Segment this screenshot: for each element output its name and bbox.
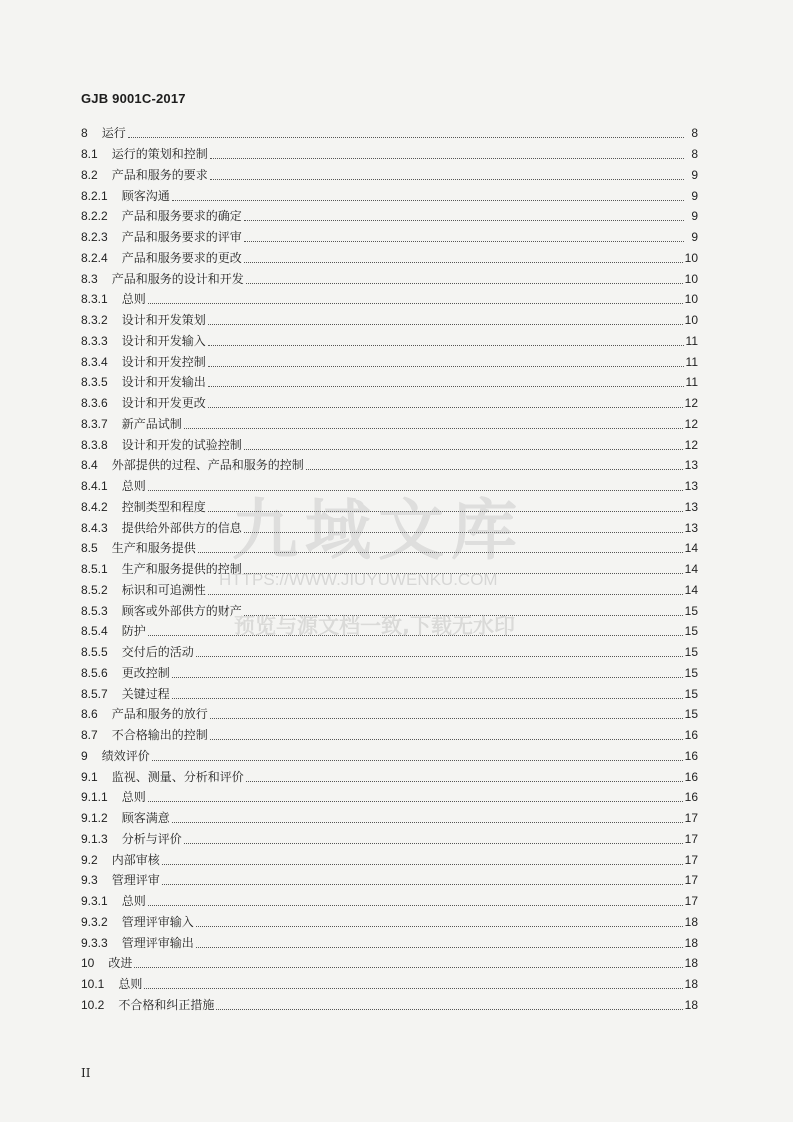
section-title: 管理评审 bbox=[111, 873, 160, 888]
dot-leader bbox=[196, 925, 683, 927]
section-title: 外部提供的过程、产品和服务的控制 bbox=[111, 458, 304, 473]
page-number: 11 bbox=[685, 354, 698, 369]
section-title: 产品和服务要求的评审 bbox=[121, 230, 242, 245]
dot-leader bbox=[162, 863, 683, 865]
dot-leader bbox=[134, 966, 682, 968]
section-number: 8.1 bbox=[81, 147, 98, 162]
page-number: 17 bbox=[684, 831, 698, 846]
toc-row bbox=[81, 289, 698, 310]
section-number: 10.2 bbox=[81, 997, 105, 1012]
section-title: 总则 bbox=[118, 977, 143, 992]
section-number: 8.6 bbox=[81, 707, 98, 722]
section-number: 8.3 bbox=[81, 271, 98, 286]
page-number: 12 bbox=[684, 416, 698, 431]
page-number: 8 bbox=[691, 147, 698, 162]
watermark-note: 预览与源文档一致,下载无水印 bbox=[234, 614, 515, 638]
dot-leader bbox=[208, 406, 683, 408]
dot-leader bbox=[128, 136, 684, 138]
dot-leader bbox=[208, 323, 683, 325]
page-number: 13 bbox=[684, 499, 698, 514]
section-number: 8.2.2 bbox=[81, 209, 108, 224]
section-number: 9.3.2 bbox=[81, 914, 108, 929]
dot-leader bbox=[208, 510, 683, 512]
page-number: 9 bbox=[691, 167, 698, 182]
dot-leader bbox=[198, 551, 683, 553]
section-number: 8.5.3 bbox=[81, 603, 108, 618]
toc-row bbox=[81, 642, 698, 663]
section-number: 8.4.1 bbox=[81, 479, 108, 494]
dot-leader bbox=[148, 634, 683, 636]
dot-leader bbox=[184, 842, 683, 844]
section-title: 设计和开发控制 bbox=[121, 354, 206, 369]
dot-leader bbox=[246, 282, 683, 284]
section-title: 总则 bbox=[121, 479, 146, 494]
toc-row bbox=[81, 414, 698, 435]
toc-row bbox=[81, 331, 698, 352]
section-number: 8 bbox=[81, 126, 88, 141]
section-number: 9.2 bbox=[81, 852, 98, 867]
toc-row bbox=[81, 891, 698, 912]
section-title: 产品和服务的要求 bbox=[111, 167, 208, 182]
page-number: 17 bbox=[684, 811, 698, 826]
toc-row bbox=[81, 206, 698, 227]
toc-row bbox=[81, 953, 698, 974]
dot-leader bbox=[148, 800, 683, 802]
section-title: 控制类型和程度 bbox=[121, 499, 206, 514]
page-number: 18 bbox=[684, 914, 698, 929]
dot-leader bbox=[216, 1008, 682, 1010]
section-title: 设计和开发策划 bbox=[121, 313, 206, 328]
section-title: 管理评审输入 bbox=[121, 914, 194, 929]
toc-row bbox=[81, 185, 698, 206]
page-number: 17 bbox=[684, 894, 698, 909]
section-title: 提供给外部供方的信息 bbox=[121, 520, 242, 535]
dot-leader bbox=[172, 697, 683, 699]
toc-row bbox=[81, 165, 698, 186]
section-title: 内部审核 bbox=[111, 852, 160, 867]
page-number: 11 bbox=[685, 375, 698, 390]
section-title: 产品和服务的设计和开发 bbox=[111, 271, 244, 286]
section-number: 8.2.1 bbox=[81, 188, 108, 203]
page-number: 11 bbox=[685, 333, 698, 348]
section-title: 产品和服务要求的更改 bbox=[121, 250, 242, 265]
toc-row bbox=[81, 600, 698, 621]
toc-row bbox=[81, 538, 698, 559]
section-title: 不合格输出的控制 bbox=[111, 728, 208, 743]
page-number: 10 bbox=[684, 271, 698, 286]
dot-leader bbox=[196, 946, 683, 948]
toc-row bbox=[81, 455, 698, 476]
section-number: 8.3.7 bbox=[81, 416, 108, 431]
page-number: 13 bbox=[684, 520, 698, 535]
table-of-contents bbox=[81, 123, 698, 1015]
section-number: 9.3 bbox=[81, 873, 98, 888]
dot-leader bbox=[196, 655, 683, 657]
page-number: 14 bbox=[684, 582, 698, 597]
section-title: 不合格和纠正措施 bbox=[118, 997, 215, 1012]
toc-row bbox=[81, 227, 698, 248]
section-title: 绩效评价 bbox=[101, 748, 150, 763]
toc-row bbox=[81, 144, 698, 165]
toc-row bbox=[81, 912, 698, 933]
dot-leader bbox=[208, 344, 684, 346]
page-number: 17 bbox=[684, 852, 698, 867]
toc-row bbox=[81, 476, 698, 497]
section-number: 8.4.2 bbox=[81, 499, 108, 514]
dot-leader bbox=[148, 302, 683, 304]
dot-leader bbox=[246, 780, 683, 782]
section-number: 8.2.4 bbox=[81, 250, 108, 265]
section-title: 设计和开发更改 bbox=[121, 396, 206, 411]
section-number: 9.1 bbox=[81, 769, 98, 784]
page-number: 14 bbox=[684, 562, 698, 577]
dot-leader bbox=[148, 904, 683, 906]
section-title: 顾客沟通 bbox=[121, 188, 170, 203]
page-number: 15 bbox=[684, 707, 698, 722]
toc-row bbox=[81, 808, 698, 829]
section-number: 9.1.3 bbox=[81, 831, 108, 846]
section-number: 8.5.4 bbox=[81, 624, 108, 639]
toc-row bbox=[81, 746, 698, 767]
section-title: 管理评审输出 bbox=[121, 935, 194, 950]
section-title: 分析与评价 bbox=[121, 831, 182, 846]
dot-leader bbox=[210, 178, 684, 180]
dot-leader bbox=[244, 614, 683, 616]
section-title: 产品和服务要求的确定 bbox=[121, 209, 242, 224]
section-number: 9.1.2 bbox=[81, 811, 108, 826]
section-number: 10.1 bbox=[81, 977, 105, 992]
dot-leader bbox=[306, 468, 683, 470]
toc-row bbox=[81, 663, 698, 684]
document-header: GJB 9001C-2017 bbox=[81, 91, 186, 106]
toc-row bbox=[81, 123, 698, 144]
dot-leader bbox=[210, 157, 684, 159]
section-number: 8.3.3 bbox=[81, 333, 108, 348]
section-title: 改进 bbox=[108, 956, 133, 971]
section-number: 8.3.1 bbox=[81, 292, 108, 307]
page-number: 15 bbox=[684, 624, 698, 639]
toc-row bbox=[81, 932, 698, 953]
page-number: 9 bbox=[691, 230, 698, 245]
section-title: 总则 bbox=[121, 292, 146, 307]
page-number: 16 bbox=[684, 748, 698, 763]
section-number: 8.3.4 bbox=[81, 354, 108, 369]
toc-row bbox=[81, 268, 698, 289]
toc-row bbox=[81, 621, 698, 642]
dot-leader bbox=[244, 572, 683, 574]
toc-row bbox=[81, 517, 698, 538]
watermark-url: HTTPS://WWW.JIUYUWENKU.COM bbox=[219, 570, 498, 589]
page-number: 10 bbox=[684, 292, 698, 307]
page-number: 18 bbox=[684, 977, 698, 992]
dot-leader bbox=[162, 883, 683, 885]
page-number: 9 bbox=[691, 209, 698, 224]
dot-leader bbox=[208, 385, 684, 387]
toc-row bbox=[81, 787, 698, 808]
dot-leader bbox=[144, 987, 682, 989]
page-number: 18 bbox=[684, 956, 698, 971]
section-number: 8.5.6 bbox=[81, 665, 108, 680]
section-number: 8.2 bbox=[81, 167, 98, 182]
dot-leader bbox=[184, 427, 683, 429]
section-number: 8.3.8 bbox=[81, 437, 108, 452]
dot-leader bbox=[208, 365, 684, 367]
dot-leader bbox=[244, 261, 683, 263]
section-title: 总则 bbox=[121, 894, 146, 909]
toc-row bbox=[81, 870, 698, 891]
section-title: 顾客或外部供方的财产 bbox=[121, 603, 242, 618]
toc-row bbox=[81, 559, 698, 580]
page-number: 16 bbox=[684, 790, 698, 805]
dot-leader bbox=[172, 821, 683, 823]
toc-row bbox=[81, 434, 698, 455]
toc-row bbox=[81, 372, 698, 393]
page-number: 14 bbox=[684, 541, 698, 556]
section-title: 生产和服务提供的控制 bbox=[121, 562, 242, 577]
section-title: 新产品试制 bbox=[121, 416, 182, 431]
section-number: 8.5.5 bbox=[81, 645, 108, 660]
section-number: 8.2.3 bbox=[81, 230, 108, 245]
toc-row bbox=[81, 725, 698, 746]
section-number: 9.1.1 bbox=[81, 790, 108, 805]
dot-leader bbox=[244, 448, 683, 450]
dot-leader bbox=[148, 489, 683, 491]
watermark-brand: 九域文库 bbox=[232, 492, 524, 569]
toc-row bbox=[81, 497, 698, 518]
section-title: 交付后的活动 bbox=[121, 645, 194, 660]
section-number: 8.5.1 bbox=[81, 562, 108, 577]
page-number: 15 bbox=[684, 645, 698, 660]
toc-row bbox=[81, 995, 698, 1016]
section-number: 8.3.6 bbox=[81, 396, 108, 411]
toc-row bbox=[81, 766, 698, 787]
toc-row bbox=[81, 248, 698, 269]
section-title: 更改控制 bbox=[121, 665, 170, 680]
page-number: 15 bbox=[684, 665, 698, 680]
page-number: 18 bbox=[684, 935, 698, 950]
section-number: 8.7 bbox=[81, 728, 98, 743]
section-title: 设计和开发的试验控制 bbox=[121, 437, 242, 452]
section-number: 9 bbox=[81, 748, 88, 763]
section-number: 8.5.7 bbox=[81, 686, 108, 701]
toc-row bbox=[81, 310, 698, 331]
page-number: 17 bbox=[684, 873, 698, 888]
section-title: 产品和服务的放行 bbox=[111, 707, 208, 722]
dot-leader bbox=[172, 676, 683, 678]
page-number: 12 bbox=[684, 437, 698, 452]
toc-row bbox=[81, 849, 698, 870]
page-number: 12 bbox=[684, 396, 698, 411]
page-number: 18 bbox=[684, 997, 698, 1012]
section-title: 监视、测量、分析和评价 bbox=[111, 769, 244, 784]
page-number: 13 bbox=[684, 458, 698, 473]
section-title: 标识和可追溯性 bbox=[121, 582, 206, 597]
section-number: 8.4 bbox=[81, 458, 98, 473]
page-number: 16 bbox=[684, 728, 698, 743]
section-title: 顾客满意 bbox=[121, 811, 170, 826]
section-number: 8.3.5 bbox=[81, 375, 108, 390]
section-title: 设计和开发输入 bbox=[121, 333, 206, 348]
page-number: 8 bbox=[691, 126, 698, 141]
section-number: 10 bbox=[81, 956, 95, 971]
section-title: 设计和开发输出 bbox=[121, 375, 206, 390]
section-number: 8.4.3 bbox=[81, 520, 108, 535]
toc-row bbox=[81, 351, 698, 372]
toc-row bbox=[81, 393, 698, 414]
dot-leader bbox=[244, 240, 684, 242]
section-number: 8.5 bbox=[81, 541, 98, 556]
page-number: 16 bbox=[684, 769, 698, 784]
toc-row bbox=[81, 683, 698, 704]
section-number: 8.3.2 bbox=[81, 313, 108, 328]
dot-leader bbox=[210, 717, 683, 719]
page-number: 10 bbox=[684, 313, 698, 328]
dot-leader bbox=[244, 219, 684, 221]
page-number: 13 bbox=[684, 479, 698, 494]
section-number: 8.5.2 bbox=[81, 582, 108, 597]
dot-leader bbox=[172, 199, 684, 201]
section-title: 总则 bbox=[121, 790, 146, 805]
page-number: 9 bbox=[691, 188, 698, 203]
section-number: 9.3.1 bbox=[81, 894, 108, 909]
section-title: 关键过程 bbox=[121, 686, 170, 701]
toc-row bbox=[81, 580, 698, 601]
section-number: 9.3.3 bbox=[81, 935, 108, 950]
section-title: 生产和服务提供 bbox=[111, 541, 196, 556]
toc-row bbox=[81, 829, 698, 850]
section-title: 运行 bbox=[101, 126, 126, 141]
toc-row bbox=[81, 704, 698, 725]
section-title: 运行的策划和控制 bbox=[111, 147, 208, 162]
page-number: 15 bbox=[684, 686, 698, 701]
toc-row bbox=[81, 974, 698, 995]
dot-leader bbox=[244, 531, 683, 533]
page-number: 10 bbox=[684, 250, 698, 265]
dot-leader bbox=[210, 738, 683, 740]
page-number: 15 bbox=[684, 603, 698, 618]
dot-leader bbox=[152, 759, 683, 761]
section-title: 防护 bbox=[121, 624, 146, 639]
page-number-footer: II bbox=[81, 1066, 91, 1080]
dot-leader bbox=[208, 593, 683, 595]
